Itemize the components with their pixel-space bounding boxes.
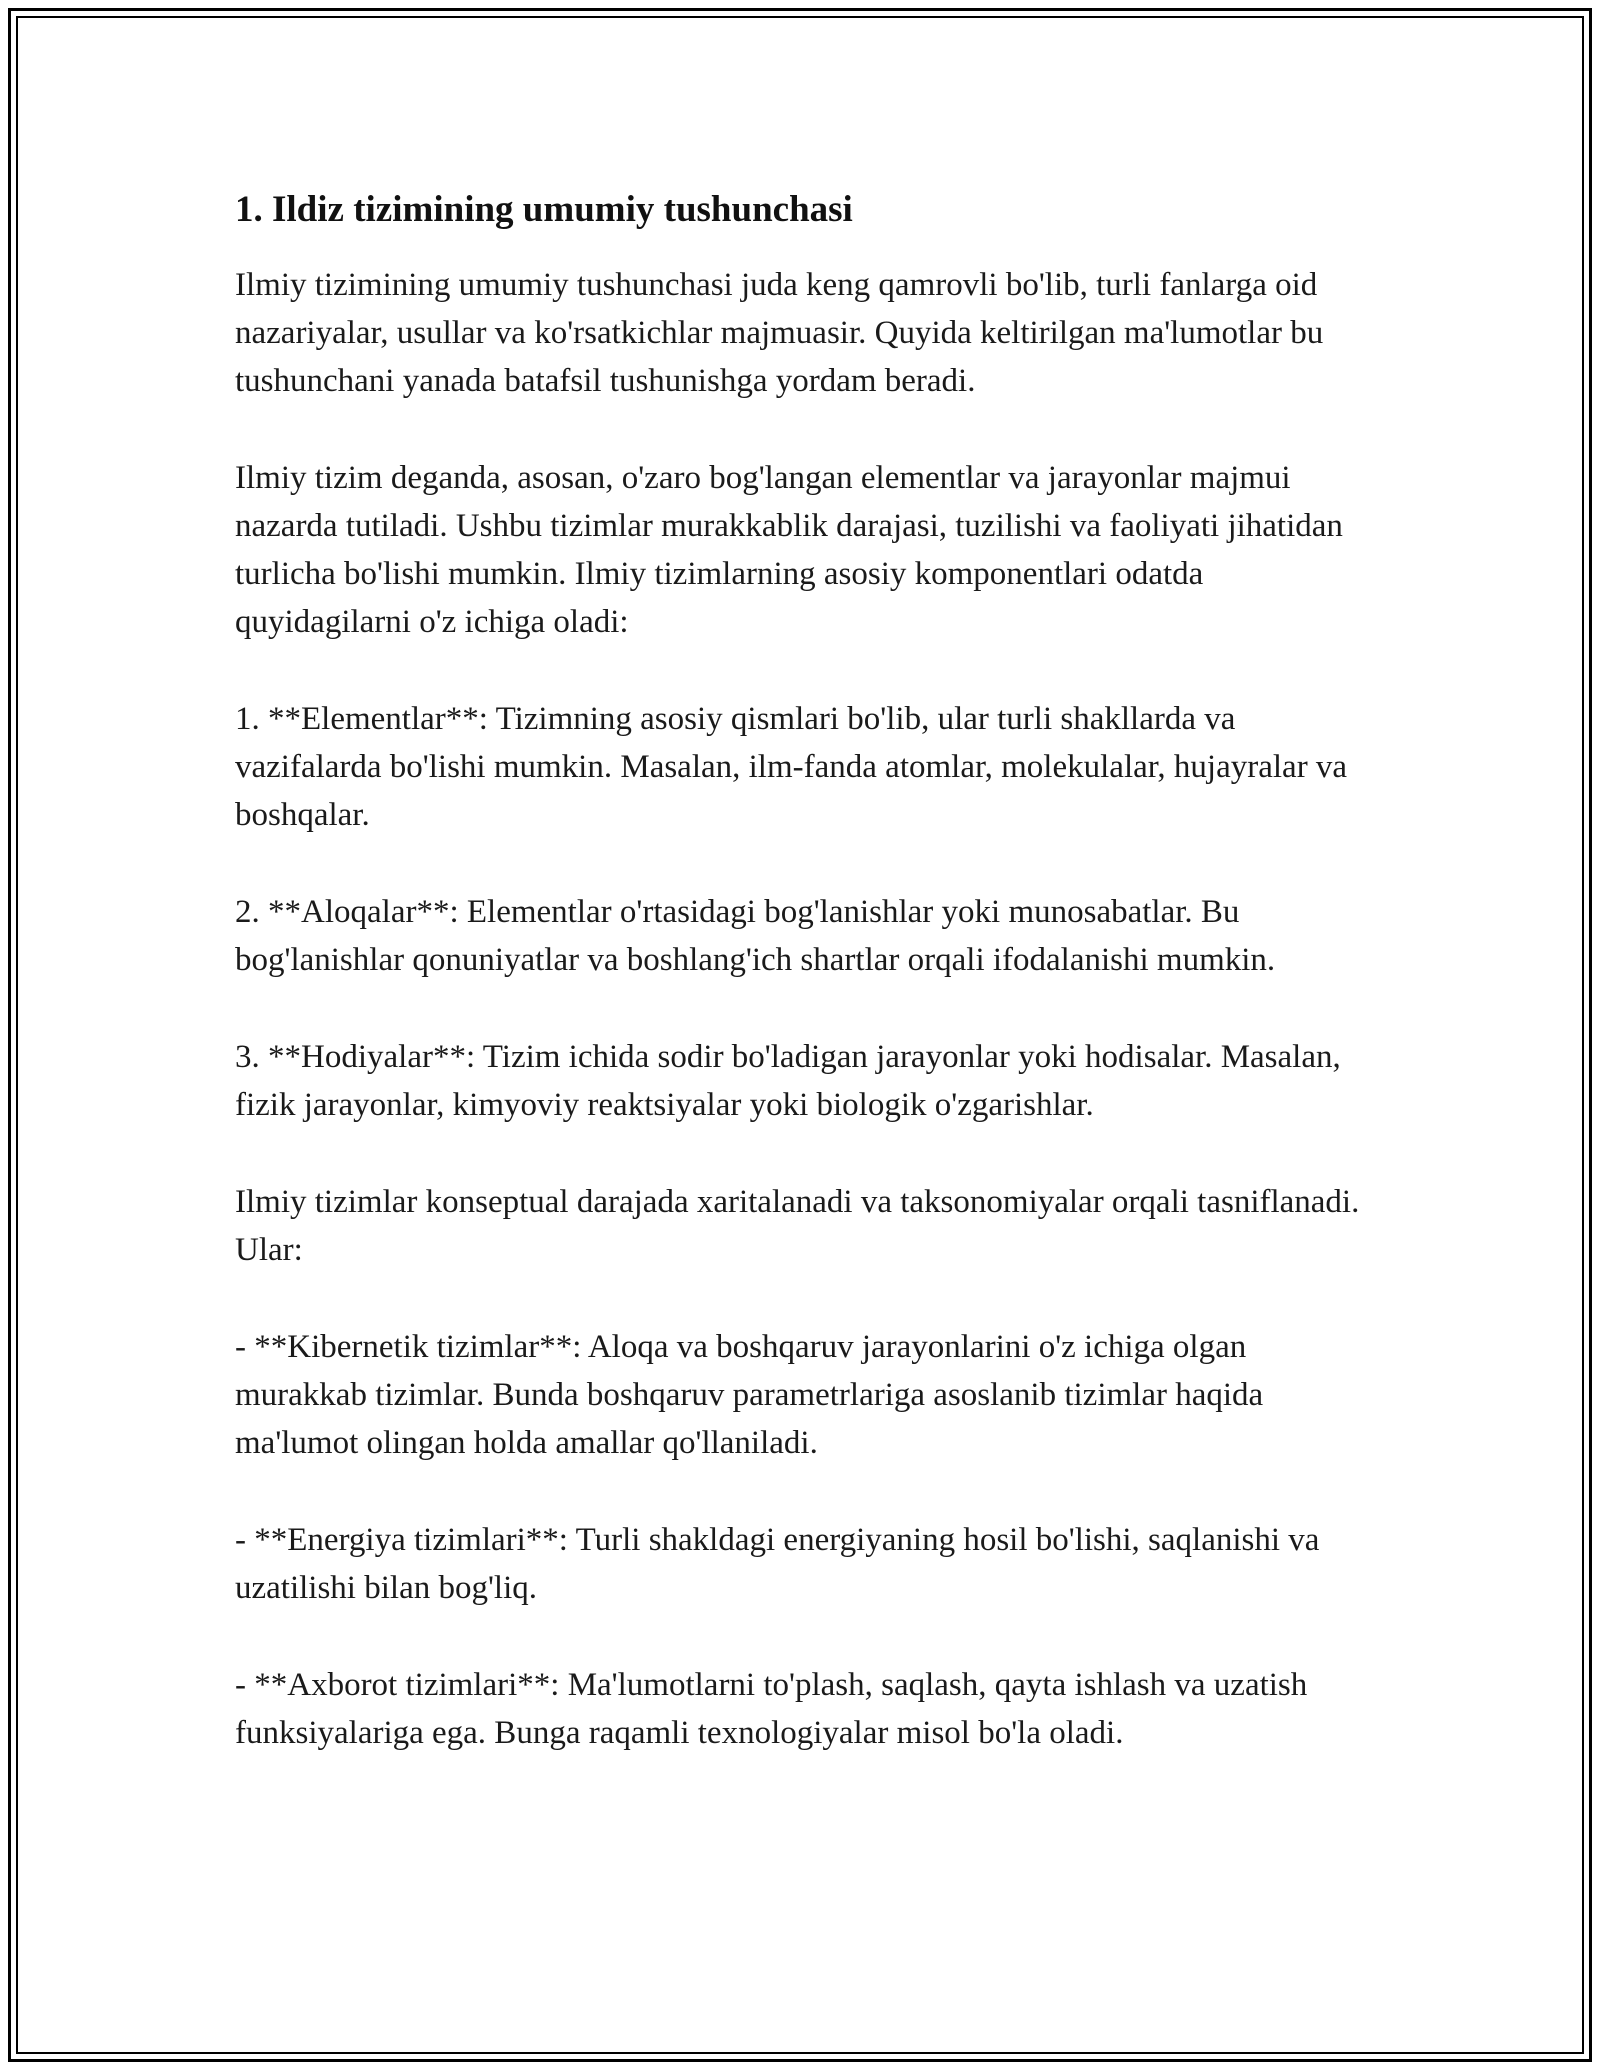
paragraph-intro: Ilmiy tizimining umumiy tushunchasi juda keng qamrovli bo'lib, turli fanlarga oid nazariyalar, usullar va ko'rsatkichlar majmuasir. Quyida keltirilgan ma'lumotlar bu tushunchani yanada batafsil tushunishga yordam beradi. [235,266,1324,399]
list-item-connections: 2. **Aloqalar**: Elementlar o'rtasidagi bog'lanishlar yoki munosabatlar. Bu bog'lanishlar qonuniyatlar va boshlang'ich shartlar orqali ifodalanishi mumkin. [235,893,1276,978]
paragraph-definition: Ilmiy tizim deganda, asosan, o'zaro bog'langan elementlar va jarayonlar majmui nazarda tutiladi. Ushbu tizimlar murakkablik darajasi, tuzilishi va faoliyati jihatidan turlicha bo'lishi mumkin. Ilmiy tizimlarning asosiy komponentlari odatda quyidagilarni o'z ichiga oladi: [235,459,1343,640]
list-item-elements: 1. **Elementlar**: Tizimning asosiy qismlari bo'lib, ular turli shakllarda va vazifalarda bo'lishi mumkin. Masalan, ilm-fanda atomlar, molekulalar, hujayralar va boshqalar. [235,700,1348,833]
list-item-events: 3. **Hodiyalar**: Tizim ichida sodir bo'ladigan jarayonlar yoki hodisalar. Masalan, fizik jarayonlar, kimyoviy reaktsiyalar yoki biologik o'zgarishlar. [235,1038,1341,1123]
list-item-information-systems: - **Axborot tizimlari**: Ma'lumotlarni to'plash, saqlash, qayta ishlash va uzatish funksiyalariga ega. Bunga raqamli texnologiyalar misol bo'la oladi. [235,1666,1308,1751]
list-item-energy-systems: - **Energiya tizimlari**: Turli shakldagi energiyaning hosil bo'lishi, saqlanishi va uzatilishi bilan bog'liq. [235,1521,1320,1606]
paragraph-classification: Ilmiy tizimlar konseptual darajada xaritalanadi va taksonomiyalar orqali tasniflanadi. Ular: [235,1183,1360,1268]
section-title: 1. Ildiz tizimining umumiy tushunchasi [235,189,853,230]
list-item-cybernetic-systems: - **Kibernetik tizimlar**: Aloqa va boshqaruv jarayonlarini o'z ichiga olgan murakkab tizimlar. Bunda boshqaruv parametrlariga asoslanib tizimlar haqida ma'lumot olingan holda amallar qo'llaniladi. [235,1328,1264,1461]
document-body [235,185,1385,1806]
